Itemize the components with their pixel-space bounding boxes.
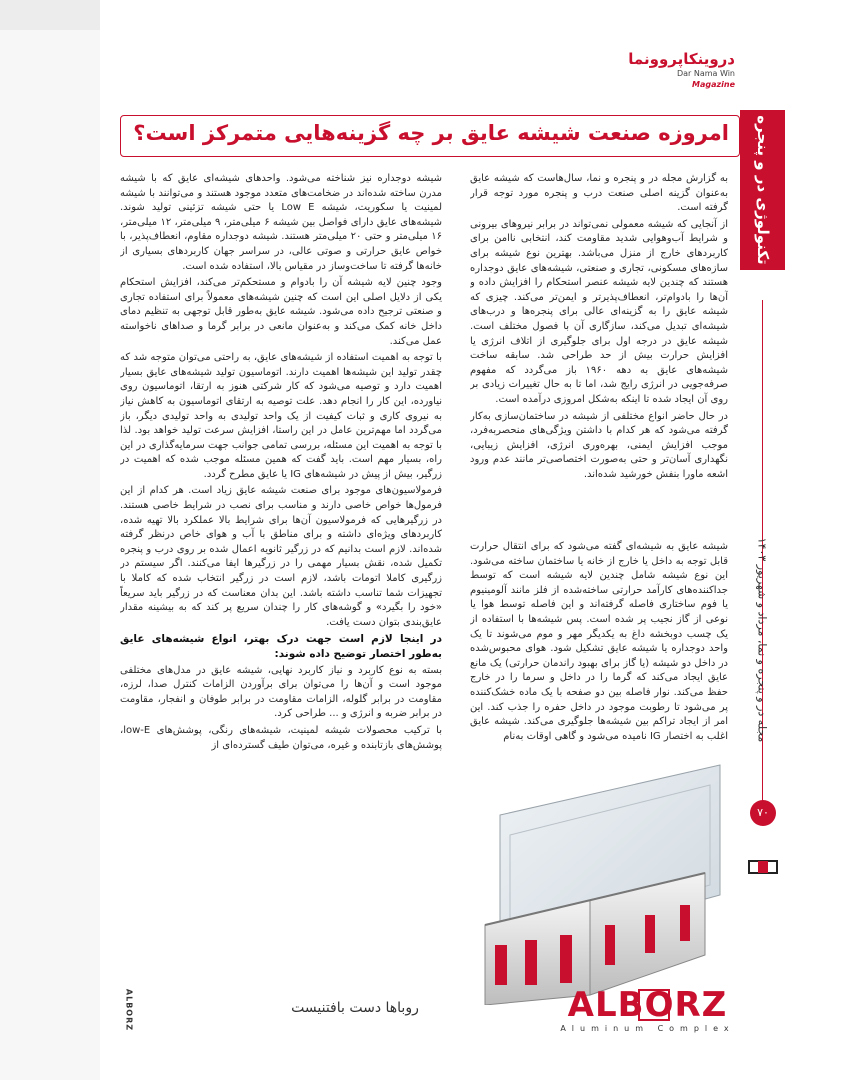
magazine-logo: [628, 50, 735, 89]
paragraph: از آنجایی که شیشه معمولی نمی‌تواند در برابر نیروهای بیرونی و شرایط آب‌وهوایی شدید مقاومت کند، انتخابی ناامن برای کاربردهای خارج از منزل می‌باشد. بهترین نوع شیشه برای سازه‌های مسکونی، تجاری و صنعتی، شیشه‌های عایق دوجداره هستند که چندین لایه شیشه عنصر استحکام را افزایش داده و آن‌ها را بادوام‌تر، انعطاف‌پذیرتر و ایمن‌تر می‌کند. چیزی که شیشه عایق را به گزینه‌ای عالی برای پنجره‌ها و درب‌های شیشه‌ای تبدیل می‌کند، سازگاری آن با فصول مختلف است. شیشه عایق در درجه اول برای جلوگیری از اتلاف انرژی یا افزایش حرارت بیش از حد طراحی شد. سابقه ساخت شیشه‌های عایق به دهه ۱۹۶۰ باز می‌گردد که مفهوم صرفه‌جویی در انرژی رایج شد، اما تا به حال تغییرات زیادی بر روی آن ایجاد شده تا اینکه به‌شکل امروزی درآمده است.: [470, 218, 728, 405]
paragraph: بسته به نوع کاربرد و نیاز کاربرد نهایی، شیشه عایق در مدل‌های مختلفی موجود است و آن‌ها را می‌توان برای برآوردن الزامات کنترل صدا، لرزه، مقاومت در برابر گلوله، الزامات مقاومت در برابر طوفان و انفجار، مقاومت در برابر ضربه و انرژی و ... طراحی کرد.: [120, 664, 442, 720]
paragraph: در حال حاضر انواع مختلفی از شیشه در ساختمان‌سازی به‌کار گرفته می‌شود که هر کدام با داشتن ویژگی‌های منحصربه‌فرد، موجب افزایش ایمنی، بهره‌وری انرژی، افزایش زیبایی، نگهداری آسان‌تر و حتی به‌صورت اختصاصی‌تر مانند عدم ورود اشعه ماورا بنفش خورشید شده‌اند.: [470, 410, 728, 480]
paragraph: شیشه عایق به شیشه‌ای گفته می‌شود که برای انتقال حرارت قابل توجه به داخل یا خارج از خانه یا ساختمان ساخته می‌شود. این نوع شیشه شامل چندین لایه شیشه است که توسط جداکننده‌های کارآمد حرارتی ساخته‌شده از فلز مانند آلومینیوم یا فوم ساختاری فاصله گرفته‌اند و این فاصله توسط هوا یا نوعی از گاز نجیب پر شده است. پس شیشه‌ها با استفاده از یک چسب دوبخشه داغ به یکدیگر مهر و موم می‌شوند تا یک واحد دوجداره یا شیشه عایق تشکیل شود. هوای محبوس‌شده در داخل دو شیشه (یا گاز برای بهبود راندمان حرارتی) یک مانع عایق ایجاد می‌کند که گرما را در داخل و سرما را در خارج حفظ می‌کند. نوار فاصله بین دو صفحه با یک ماده خشک‌کننده پر می‌شود تا رطوبت موجود در داخل حفره را جذب کند. این امر از ایجاد تراکم بین شیشه‌ها جلوگیری می‌کند. شیشه عایق اغلب به اختصار IG نامیده می‌شود و گاهی اوقات به‌نام: [470, 541, 728, 742]
paragraph: با توجه به اهمیت استفاده از شیشه‌های عایق، به راحتی می‌توان متوجه شد که چقدر تولید این شیشه‌ها اهمیت دارند. اتوماسیون تولید شیشه‌های عایق بسیار اهمیت دارد و توصیه می‌شود که کار شرکتی هنوز به ارتقا، اتوماسیون روی نیاورده، این کار را انجام دهد. علت توصیه به ارتقای اتوماسیون به کاهش نیاز به نیروی کاری و ثبات کیفیت از یک واحد تولیدی به واحد تولیدی دیگر، باز می‌گردد اما مهم‌ترین عامل در این راستا، افزایش سرعت تولید خواهد بود. لذا با توجه به اهمیت این مسئله، بررسی تمامی جوانب جهت سرمایه‌گذاری در این راه، بسیار مهم است. باید گفت که همین مسئله موجب شده که اهمیت در زرگیر، بیش از پیش در شیشه‌های IG یا عایق مطرح گردد.: [120, 352, 442, 480]
section-tab-label: تکنولوژی در و پنجره: [753, 115, 772, 265]
article-column-right-lower: [470, 540, 728, 750]
article-column-right: [470, 172, 728, 540]
alborz-wordmark: ALBORZ: [567, 985, 728, 1025]
magazine-logo-sub: [640, 68, 735, 90]
alborz-logo: [560, 985, 735, 1038]
article-title: امروزه صنعت شیشه عایق بر چه گزینه‌هایی متمرکز است؟: [133, 121, 729, 145]
window-glyph-icon: [748, 860, 778, 874]
article-column-left: [120, 172, 442, 972]
top-stripe: [0, 0, 100, 30]
edge-brand-mark: ALBORZ: [124, 988, 134, 1032]
window-profile-illustration: [470, 755, 735, 1005]
section-tab: [740, 110, 785, 270]
left-margin-band: [0, 0, 100, 1080]
magazine-sub-tag: Magazine: [691, 80, 735, 89]
paragraph: شیشه دوجداره نیز شناخته می‌شود. واحدهای شیشه‌ای عایق که با شیشه مدرن ساخته شده‌اند در ضخامت‌های متعدد موجود هستند و می‌توانند با شیشه لمینیت یا سکوریت، شیشه Low E یا حتی شیشه‌ تزئینی تولید شوند. شیشه‌های عایق دارای فواصل بین شیشه ۶ میلی‌متر، ۹ میلی‌متر، ۱۲ میلی‌متر، ۱۶ میلی‌متر و حتی ۲۰ میلی‌متر هستند. شیشه دوجداره مقاوم، انعطاف‌پذیر، با خواص عایق حرارتی و صوتی عالی، در سراسر جهان کاربردهای بسیاری از خانه‌ها گرفته تا ساخت‌وساز در مقیاس بالا، استفاده شده است.: [120, 173, 442, 272]
alborz-tagline: Aluminum Complex: [560, 1024, 735, 1033]
footer-author: روباها دست بافتنیست: [291, 1000, 419, 1016]
magazine-sub-en: Dar Nama Win: [676, 69, 735, 78]
page-number: ۷۰: [750, 800, 776, 826]
paragraph: فرمولاسیون‌های موجود برای صنعت شیشه عایق زیاد است. هر کدام از این فرمول‌ها خواص خاصی دارند و مناسب برای نصب در شرایط خاصی هستند. در زرگیرهایی که فرمولاسیون آن‌ها برای شرایط بالا عملکرد بالا تهیه شده، کاربردهای ویژه‌ای داشته و برای مناطق با آب و هوای خاص درنظر گرفته شده‌اند. لازم است بدانیم که در زرگیر ثانویه اعمال شده بر روی درب و پنجره تکمیل شده، نقش بسیار مهمی را در زرگیرها ایفا می‌کنند. اگر سیستم در زرگیری کاملا اتومات باشد، لازم است در زرگیر انتخاب شده که کاملا با تجهیزات شما تناسب داشته باشد. این بدان معناست که در زرگیر باید سریعاً «خود را بگیرد» و گوشه‌های کار را چندان سریع پر کند که به بیشینه مقدار عایق‌بندی بتوان دست یافت.: [120, 485, 442, 628]
issue-meta: مجله در و پنجره و نما، مرداد و شهریور ۱۴۰۳: [755, 537, 769, 743]
subheading: در اینجا لازم است جهت درک بهتر، انواع شیشه‌های عایق به‌طور اختصار توضیح داده شوند:: [120, 633, 442, 660]
magazine-logo-title: دروینکاپروونما: [628, 50, 735, 68]
paragraph: با ترکیب محصولات شیشه لمینیت، شیشه‌های رنگی، پوشش‌های low-E، پوشش‌های بازتابنده و غیره، می‌توان طیف گسترده‌ای از: [120, 724, 442, 751]
paragraph: وجود چنین لایه شیشه آن را بادوام و مستحکم‌تر می‌کند، افزایش استحکام یکی از دلایل اصلی این است که چنین شیشه‌های معمولاً برای استفاده تجاری و صنعتی ترجیح داده می‌شود. شیشه عایق به‌طور قابل توجهی به تنظیم دمای داخل خانه کمک می‌کند و به‌عنوان مانعی در برابر گرما و صداهای ناخواسته عمل می‌کند.: [120, 277, 442, 347]
article-title-box: [120, 115, 740, 157]
paragraph: به گزارش مجله در و پنجره و نما، سال‌هاست که شیشه عایق به‌عنوان گزینه اصلی صنعت درب و پنجره مورد توجه قرار گرفته است.: [470, 173, 728, 214]
